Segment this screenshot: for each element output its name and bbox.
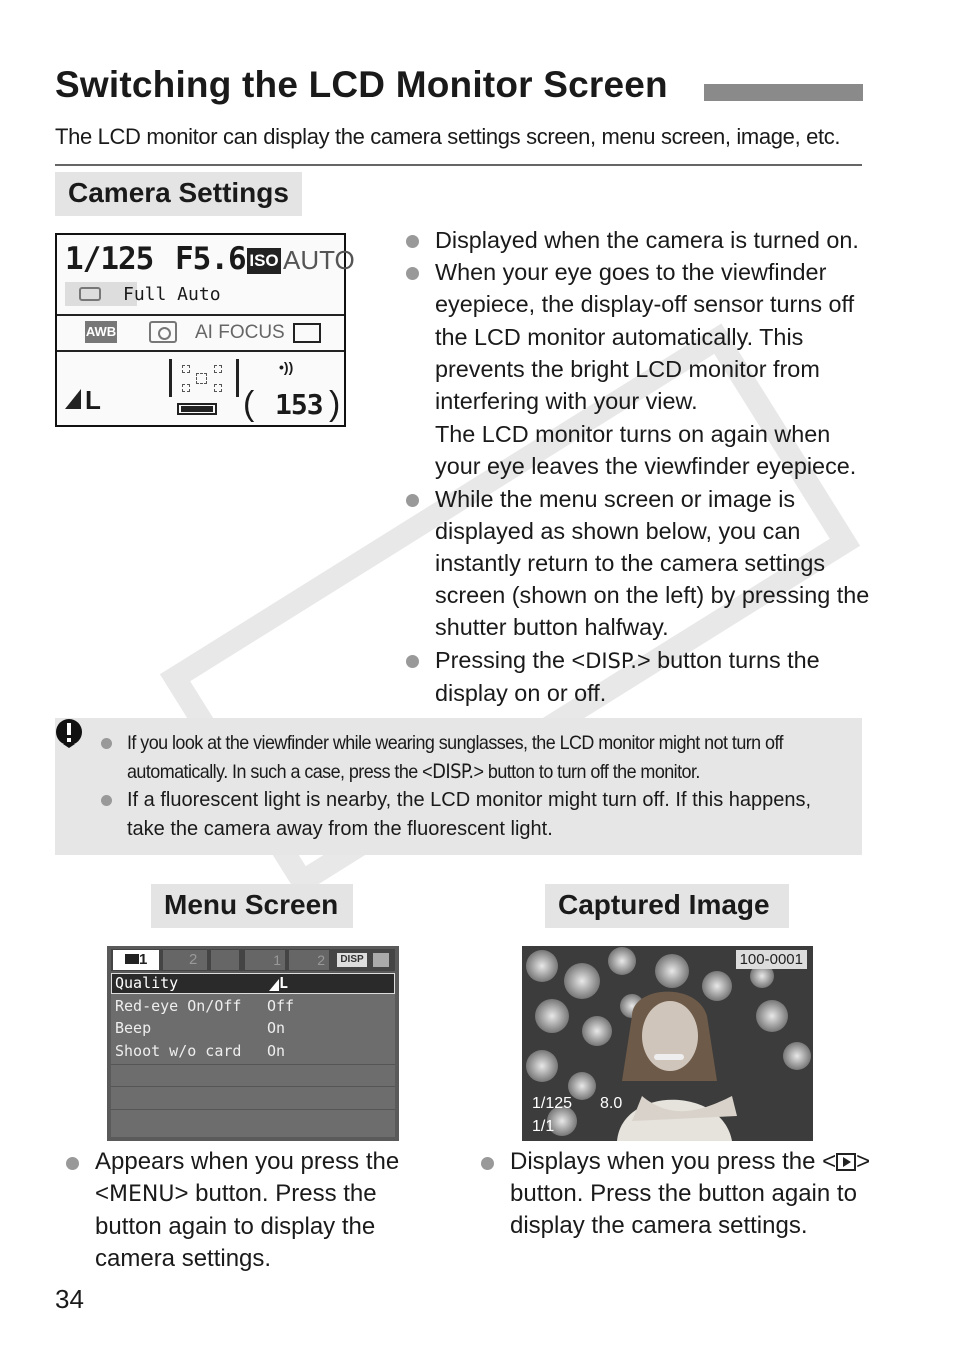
photo-aperture: 8.0 [600,1095,623,1112]
section-heading-captured-image: Captured Image [545,884,789,928]
captured-image-photo [522,946,813,1141]
menu-tab-playback [211,950,239,970]
disp-button-label: DISP. [585,648,637,673]
list-item [403,483,873,644]
menu-button-label: MENU [109,1182,175,1207]
tab-label: 2 [317,952,325,968]
lcd-divider-1 [57,314,344,316]
caption-text-post: > button. Press the button again to display the camera settings. [510,1148,871,1239]
title-decor-bar [704,84,863,101]
lcd-iso-badge: ISO [247,248,281,274]
camera-settings-bullets [403,224,873,709]
caption-text-pre: Displays when you press the < [510,1148,837,1175]
section-heading-menu-screen: Menu Screen [151,884,353,928]
caution-text-post: > button to turn off the monitor. [473,760,700,783]
lcd-quality-icon [65,389,81,409]
menu-tab-setup2 [289,950,329,970]
caution-text: If a fluorescent light is nearby, the LCD monitor might turn off. If this happens, take the camera away from the fluorescent light. [127,789,812,840]
menu-row-quality-label: Quality [115,974,179,992]
bullet-text-pre: Pressing the < [435,646,586,673]
camera-settings-lcd [55,233,355,427]
lcd-battery-icon [177,403,217,415]
menu-row-redeye-value: Off [267,997,295,1015]
tab-label: 2 [189,951,198,968]
list-item [63,1146,443,1275]
lcd-quality: L [85,385,101,415]
tab-label: 1 [273,952,281,968]
lcd-focus-mode: AI FOCUS [195,322,285,343]
caution-text-pre: If you look at the viewfinder while wearing sunglasses, the LCD monitor might not turn off automatically. In such a case, press the < [127,732,784,783]
caption-text-post: > button. Press the button again to display the camera settings. [95,1180,377,1272]
page-number: 34 [55,1284,84,1314]
list-item [100,786,850,843]
lcd-drive-icon [293,323,321,343]
lcd-bracket-right: ) [329,385,341,423]
caution-line-1 [127,729,854,786]
bullet-text-post: > button turns the display on or off. [435,646,820,706]
lcd-beep-icon: •)) [279,359,294,375]
photo-file-number: 100-0001 [736,950,807,969]
playback-button-icon [836,1153,856,1171]
menu-row-sep [111,1086,395,1087]
lcd-divider-2 [57,350,344,352]
list-item [478,1146,878,1242]
bullet-text: Displayed when the camera is turned on. [435,227,859,253]
menu-row-shoot-label: Shoot w/o card [115,1042,242,1060]
quality-icon [269,979,279,991]
menu-row-sep [111,1109,395,1110]
tab-label: 1 [139,951,148,968]
lcd-mode: Full Auto [123,284,221,305]
menu-tab-shoot2 [163,950,207,970]
menu-disp-badge: DISP [337,953,367,967]
menu-row-beep-value: On [267,1019,286,1037]
disp-button-label: DISP. [432,759,474,783]
lcd-bracket-left: ( [243,385,255,423]
photo-shutter: 1/125 [532,1095,573,1112]
captured-image-caption [478,1146,878,1242]
section-heading-camera-settings: Camera Settings [55,172,302,216]
menu-tab-setup1 [245,950,285,970]
lcd-camera-icon [79,287,101,301]
list-item [403,224,873,256]
caption-text-pre: Appears when you press the < [95,1148,400,1207]
menu-tab-bar [111,949,395,971]
lcd-metering-icon [149,321,177,343]
lcd-iso-value: AUTO [283,245,355,275]
menu-row-beep-label: Beep [115,1019,152,1037]
page-title: Switching the LCD Monitor Screen [55,64,668,105]
list-item [100,729,850,786]
lcd-shots-remaining: 153 [275,388,323,421]
list-item [403,644,873,709]
menu-row-shoot-value: On [267,1042,286,1060]
camera-icon [125,954,139,964]
list-item [403,256,873,482]
menu-page-badge [373,953,389,967]
menu-row-quality-value: L [279,974,289,992]
bullet-continuation: The LCD monitor turns on again when your eye leaves the viewfinder eyepiece. [435,421,857,480]
menu-screen-caption [63,1146,443,1275]
lcd-af-points-icon [169,359,239,397]
photo-index: 1/1 [532,1118,555,1135]
menu-row-redeye-label: Red-eye On/Off [115,997,242,1015]
lcd-shutter: 1/125 [65,241,154,277]
page-subtitle: The LCD monitor can display the camera settings screen, menu screen, image, etc. [55,124,841,149]
lcd-aperture: F5.6 [175,241,246,277]
caution-icon [55,718,83,748]
bullet-text: When your eye goes to the viewfinder eyepiece, the display-off sensor turns off the LCD monitor automatically. This prevents the bright LCD monitor from interfering with your view. [435,259,855,415]
bullet-text: While the menu screen or image is displayed as shown below, you can instantly return to the camera settings screen (shown on the left) by pressing the shutter button halfway. [435,485,870,641]
lcd-wb-badge: AWB [85,321,117,343]
header-divider [55,164,862,166]
menu-row-sep [111,1064,395,1065]
caution-list [100,729,850,843]
menu-screen-image [107,946,399,1141]
